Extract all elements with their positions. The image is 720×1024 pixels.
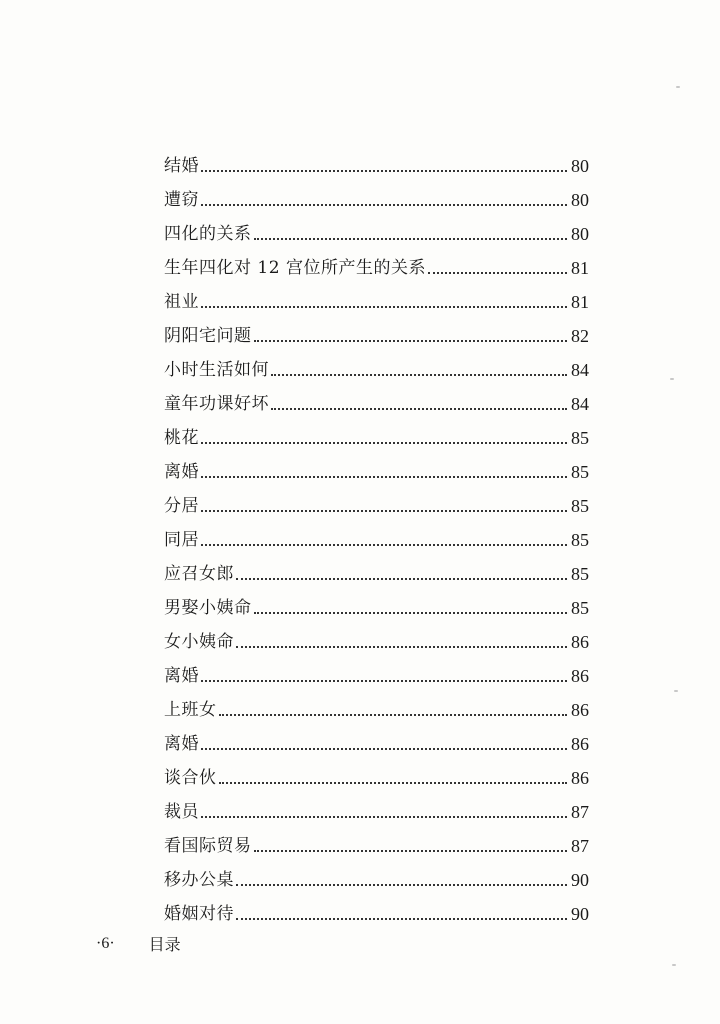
toc-entry	[164, 586, 589, 620]
dot-leader	[271, 374, 567, 376]
dot-leader	[201, 816, 567, 818]
toc-entry-page: 82	[571, 326, 589, 346]
toc-entry-page: 81	[571, 258, 589, 278]
toc-entry	[164, 280, 589, 314]
toc-entry	[164, 790, 589, 824]
page-footer	[96, 932, 181, 955]
toc-entry-title: 上班女	[164, 700, 217, 720]
toc-entry	[164, 382, 589, 416]
dot-leader	[271, 408, 567, 410]
dot-leader	[236, 918, 567, 920]
toc-entry-title: 离婚	[164, 666, 199, 686]
toc-entry	[164, 246, 589, 280]
toc-entry	[164, 450, 589, 484]
toc-entry-page: 86	[571, 700, 589, 720]
toc-entry-page: 85	[571, 462, 589, 482]
toc-entry-page: 84	[571, 360, 589, 380]
toc-entry-title: 阴阳宅问题	[164, 326, 252, 346]
toc-entry-page: 90	[571, 904, 589, 924]
dot-leader	[219, 714, 568, 716]
dot-leader	[201, 306, 567, 308]
page-number: ·6·	[96, 934, 115, 952]
toc-entry-title: 男娶小姨命	[164, 598, 252, 618]
toc-entry-title: 遭窃	[164, 190, 199, 210]
toc-entry	[164, 552, 589, 586]
toc-entry	[164, 314, 589, 348]
toc-entry-title: 桃花	[164, 428, 199, 448]
toc-entry-page: 80	[571, 156, 589, 176]
toc-entry-title: 小时生活如何	[164, 360, 269, 380]
toc-entry	[164, 756, 589, 790]
toc-entry-page: 85	[571, 496, 589, 516]
toc-entry-page: 85	[571, 428, 589, 448]
dot-leader	[254, 850, 568, 852]
dot-leader	[254, 612, 568, 614]
toc-entry	[164, 688, 589, 722]
toc-entry-title: 看国际贸易	[164, 836, 252, 856]
toc-entry	[164, 212, 589, 246]
toc-entry	[164, 892, 589, 926]
toc-entry-page: 80	[571, 224, 589, 244]
toc-entry-title: 离婚	[164, 462, 199, 482]
toc-entry-page: 86	[571, 768, 589, 788]
toc-entry-title: 离婚	[164, 734, 199, 754]
dot-leader	[201, 510, 567, 512]
toc-entry-page: 86	[571, 734, 589, 754]
toc-entry-title: 婚姻对待	[164, 904, 234, 924]
toc-entry-title: 分居	[164, 496, 199, 516]
toc-entry-page: 86	[571, 632, 589, 652]
toc-entry-title: 同居	[164, 530, 199, 550]
toc-entry-page: 80	[571, 190, 589, 210]
dot-leader	[254, 340, 568, 342]
toc-entry-page: 87	[571, 802, 589, 822]
toc-entry-page: 90	[571, 870, 589, 890]
toc-entry-title: 生年四化对 12 宫位所产生的关系	[164, 258, 426, 278]
toc-entry	[164, 178, 589, 212]
dot-leader	[254, 238, 568, 240]
toc-entry-title: 童年功课好坏	[164, 394, 269, 414]
toc-entry	[164, 654, 589, 688]
toc-entry-title: 移办公桌	[164, 870, 234, 890]
toc-entry-page: 87	[571, 836, 589, 856]
toc-entry-page: 85	[571, 598, 589, 618]
toc-entry	[164, 858, 589, 892]
toc-entry-title: 谈合伙	[164, 768, 217, 788]
dot-leader	[201, 204, 567, 206]
scan-speck	[676, 86, 680, 88]
scan-speck	[674, 690, 678, 692]
toc-entry	[164, 144, 589, 178]
dot-leader	[201, 476, 567, 478]
table-of-contents	[164, 144, 589, 926]
toc-entry-title: 祖业	[164, 292, 199, 312]
toc-entry	[164, 348, 589, 382]
toc-entry-title: 四化的关系	[164, 224, 252, 244]
toc-entry-page: 84	[571, 394, 589, 414]
toc-entry	[164, 518, 589, 552]
toc-entry	[164, 824, 589, 858]
dot-leader	[201, 170, 567, 172]
dot-leader	[236, 578, 567, 580]
toc-entry-page: 85	[571, 530, 589, 550]
toc-entry	[164, 722, 589, 756]
toc-entry-page: 85	[571, 564, 589, 584]
dot-leader	[201, 544, 567, 546]
dot-leader	[236, 646, 567, 648]
dot-leader	[201, 680, 567, 682]
dot-leader	[219, 782, 568, 784]
toc-entry-title: 结婚	[164, 156, 199, 176]
scan-speck	[670, 378, 674, 380]
dot-leader	[428, 272, 567, 274]
dot-leader	[201, 442, 567, 444]
dot-leader	[201, 748, 567, 750]
toc-entry	[164, 416, 589, 450]
toc-entry	[164, 484, 589, 518]
toc-entry-title: 裁员	[164, 802, 199, 822]
dot-leader	[236, 884, 567, 886]
toc-entry	[164, 620, 589, 654]
scan-speck	[672, 964, 676, 966]
toc-entry-page: 86	[571, 666, 589, 686]
toc-entry-page: 81	[571, 292, 589, 312]
section-label: 目录	[148, 935, 181, 954]
toc-entry-title: 女小姨命	[164, 632, 234, 652]
toc-entry-title: 应召女郎	[164, 564, 234, 584]
